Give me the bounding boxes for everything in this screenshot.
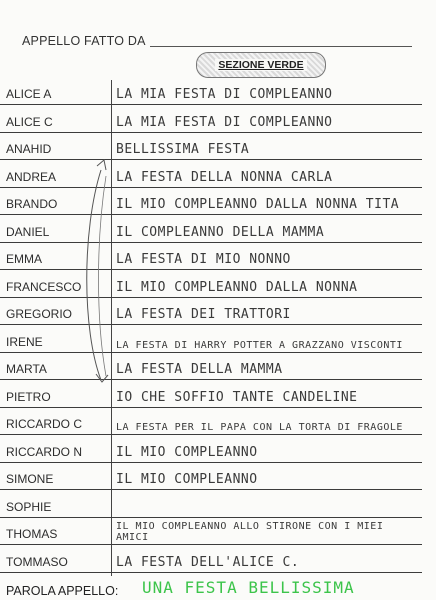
student-answer: LA MIA FESTA DI COMPLEANNO [116,114,333,130]
student-name: DANIEL [6,224,50,239]
student-name: FRANCESCO [6,279,82,294]
student-name: SIMONE [6,472,54,486]
student-answer: LA FESTA DELLA MAMMA [116,362,283,377]
student-name: THOMAS [6,527,58,541]
student-name: ANDREA [6,169,57,184]
student-name: RICCARDO N [6,444,83,459]
student-answer: LA FESTA DI MIO NONNO [116,252,291,267]
student-name: TOMMASO [6,554,68,569]
header-title: APPELLO FATTO DA [22,34,146,48]
student-name: ALICE A [6,87,52,101]
student-answer: IL MIO COMPLEANNO ALLO STIRONE CON I MIEI AMICI [116,521,384,543]
student-answer: LA FESTA DEI TRATTORI [116,307,291,322]
student-name: IRENE [6,334,43,349]
student-answer: IL MIO COMPLEANNO [116,472,258,487]
student-answer: IL MIO COMPLEANNO DALLA NONNA TITA [116,197,400,212]
section-label: SEZIONE VERDE [215,59,306,71]
student-answer: LA FESTA DELL'ALICE C. [116,554,300,570]
student-answer: IO CHE SOFFIO TANTE CANDELINE [116,389,358,405]
student-name: EMMA [6,252,42,266]
student-name: RICCARDO C [6,417,83,431]
student-name: MARTA [6,362,47,376]
student-name: BRANDO [6,197,58,211]
student-name: SOPHIE [6,499,52,514]
footer-label: PAROLA APPELLO: [6,584,119,598]
footer-value: UNA FESTA BELLISSIMA [142,578,355,597]
student-answer: IL MIO COMPLEANNO DALLA NONNA [116,279,358,295]
student-name: ALICE C [6,114,53,129]
student-answer: LA FESTA PER IL PAPÀ CON LA TORTA DI FRAGOLE [116,422,403,433]
student-answer: IL COMPLEANNO DELLA MAMMA [116,224,325,240]
student-answer: IL MIO COMPLEANNO [116,444,258,460]
student-answer: LA FESTA DELLA NONNA CARLA [116,169,333,185]
student-answer: LA FESTA DI HARRY POTTER A GRAZZANO VISCONTI [116,339,403,351]
student-answer: BELLISSIMA FESTA [116,142,250,157]
student-answer: LA MIA FESTA DI COMPLEANNO [116,87,333,102]
student-name: PIETRO [6,389,51,404]
student-name: GREGORIO [6,307,73,321]
student-name: ANAHID [6,142,52,156]
